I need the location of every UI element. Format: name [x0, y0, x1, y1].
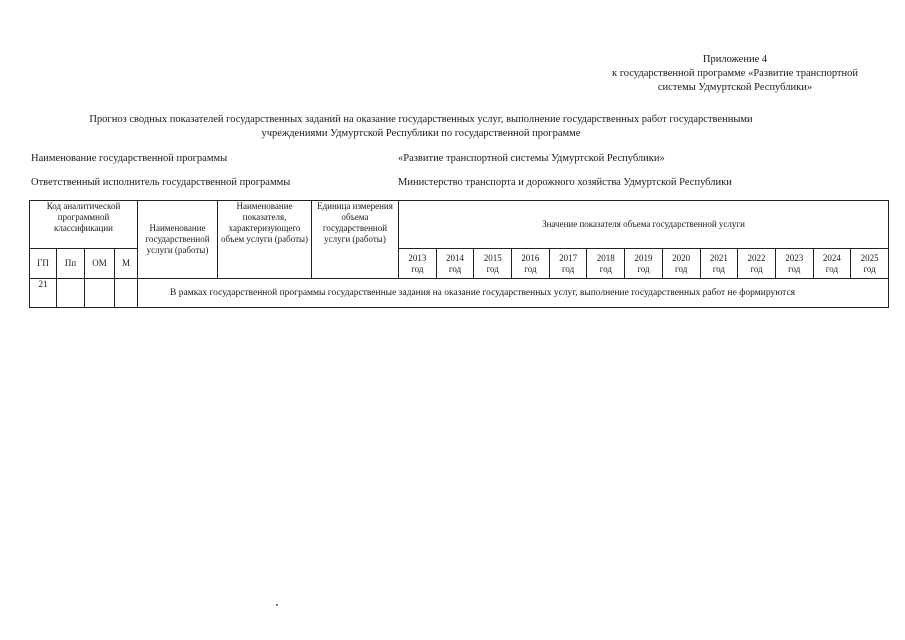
year-header — [625, 249, 663, 279]
year-suffix: год — [675, 263, 688, 274]
year-value: 2016 — [521, 252, 540, 263]
document-title — [40, 113, 802, 141]
year-value: 2025 — [860, 252, 879, 263]
year-header — [775, 249, 813, 279]
year-header — [662, 249, 700, 279]
year-header — [587, 249, 625, 279]
program-label: Наименование государственной программы — [31, 153, 228, 164]
year-suffix: год — [524, 263, 537, 274]
year-value: 2021 — [709, 252, 728, 263]
year-value: 2015 — [483, 252, 502, 263]
code-group-header: Код аналитической программной классификации — [30, 201, 138, 249]
executor-value: Министерство транспорта и дорожного хозяйства Удмуртской Республики — [398, 177, 732, 188]
indicator-name-header: Наименование показателя, характеризующего объем услуги (работы) — [218, 201, 312, 279]
document-title-line2: учреждениями Удмуртской Республики по государственной программе — [261, 128, 581, 139]
executor-label: Ответственный исполнитель государственной программы — [31, 177, 291, 188]
year-value: 2019 — [634, 252, 653, 263]
table-row — [30, 279, 889, 308]
year-suffix: год — [448, 263, 462, 274]
year-suffix: год — [712, 263, 725, 274]
year-value: 2013 — [408, 252, 427, 263]
year-suffix: год — [637, 263, 650, 274]
year-header — [474, 249, 512, 279]
document-title-line1: Прогноз сводных показателей государственных заданий на оказание государственных услуг, выполнение государственных работ государственными — [89, 114, 753, 125]
year-suffix: год — [599, 263, 612, 274]
year-suffix: год — [788, 263, 801, 274]
code-col-pp: Пп — [57, 249, 85, 279]
year-value: 2017 — [559, 252, 578, 263]
year-value: 2023 — [785, 252, 804, 263]
code-col-m: М — [115, 249, 138, 279]
scan-speck — [276, 604, 278, 606]
year-value: 2014 — [446, 252, 465, 263]
code-col-gp: ГП — [30, 249, 57, 279]
service-name-header: Наименование государственной услуги (работы) — [138, 201, 218, 279]
cell-om — [85, 279, 115, 308]
year-suffix: год — [411, 263, 424, 274]
year-suffix: год — [750, 263, 763, 274]
unit-header: Единица измерения объема государственной услуги (работы) — [312, 201, 399, 279]
year-header — [512, 249, 550, 279]
year-header — [813, 249, 851, 279]
appendix-reference-line2: системы Удмуртской Республики» — [657, 82, 813, 93]
year-suffix: год — [863, 263, 876, 274]
year-header — [738, 249, 776, 279]
year-value: 2020 — [672, 252, 691, 263]
indicators-table — [29, 200, 889, 308]
cell-m — [115, 279, 138, 308]
cell-pp — [57, 279, 85, 308]
year-suffix: год — [561, 263, 575, 274]
header-row-top — [30, 201, 889, 249]
no-tasks-note: В рамках государственной программы государственные задания на оказание государственных услуг, выполнение государственных работ не формируются — [138, 279, 889, 308]
year-header — [436, 249, 474, 279]
year-header — [549, 249, 587, 279]
code-col-om: ОМ — [85, 249, 115, 279]
year-value: 2024 — [822, 252, 841, 263]
year-header — [700, 249, 738, 279]
appendix-number: Приложение 4 — [702, 54, 768, 65]
year-header — [851, 249, 889, 279]
year-value: 2018 — [596, 252, 615, 263]
year-suffix: год — [486, 263, 499, 274]
year-value: 2022 — [747, 252, 766, 263]
year-header — [399, 249, 437, 279]
appendix-reference-line1: к государственной программе «Развитие транспортной — [611, 68, 859, 79]
cell-gp: 21 — [30, 279, 57, 308]
program-value: «Развитие транспортной системы Удмуртской Республики» — [398, 153, 665, 164]
appendix-header — [560, 53, 905, 95]
value-group-header: Значение показателя объема государственной услуги — [399, 201, 889, 249]
year-suffix: год — [825, 263, 839, 274]
